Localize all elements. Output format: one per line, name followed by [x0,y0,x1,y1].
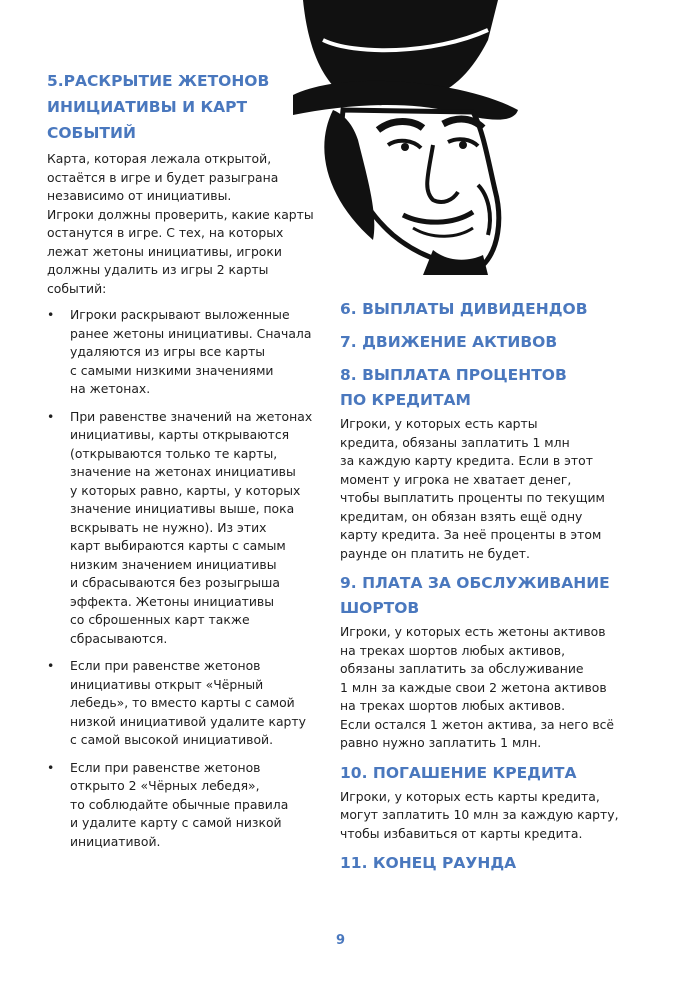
right-column [340,297,640,878]
bullet-icon: • [47,658,55,673]
section-8-text: Игроки, у которых есть карты кредита, обязаны заплатить 1 млн за каждую карту кредита. Если в этот момент у игрока не хватает денег, чтобы выплатить проценты по текущим кредитам, он обязан взять ещё одну карту кредита. За неё проценты в этом раунде он платить не будет. [340,416,605,561]
section-9-heading: 9. ПЛАТА ЗА ОБСЛУЖИВАНИЕ ШОРТОВ [340,574,610,617]
bullet-icon: • [47,307,55,322]
section-11-heading: 11. КОНЕЦ РАУНДА [340,854,517,872]
section-5-intro: Карта, которая лежала открытой, остаётся в игре и будет разыграна независимо от инициативы. Игроки должны проверить, какие карты останутся в игре. С тех, на которых лежат жетоны инициативы, игроки должны удалить из игры 2 карты событий: [47,151,314,296]
section-10-heading: 10. ПОГАШЕНИЕ КРЕДИТА [340,763,577,782]
section-9-text: Игроки, у которых есть жетоны активов на треках шортов любых активов, обязаны заплатить за обслуживание 1 млн за каждые свои 2 жетона активов на треках шортов любых активов. Если остался 1 жетон актива, за него всё равно нужно заплатить 1 млн. [340,624,615,750]
section-5-bullet-list [47,306,315,851]
list-item [47,306,315,399]
man-in-hat-illustration [283,0,523,280]
page-number: 9 [335,933,346,948]
left-column [47,68,315,860]
list-item-text: При равенстве значений на жетонах инициативы, карты открываются (открываются только те карты, значение на жетонах инициативы у которых равно, карты, у которых значение инициативы выше, пока вскрывать не нужно). Из этих карт выбираются карты с самым низким значением инициативы и сбрасываются без розыгрыша эффекта. Жетоны инициативы со сброшенных карт также сбрасываются. [70,408,313,646]
list-item [47,759,315,852]
bullet-icon: • [47,759,55,775]
section-6-heading: 6. ВЫПЛАТЫ ДИВИДЕНДОВ [340,300,588,318]
section-10-text: Игроки, у которых есть карты кредита, могут заплатить 10 млн за каждую карту, чтобы избавиться от карты кредита. [340,788,619,841]
bullet-icon: • [47,408,55,424]
section-8-heading: 8. ВЫПЛАТА ПРОЦЕНТОВ ПО КРЕДИТАМ [340,366,567,409]
list-item [47,408,315,649]
section-5-heading: 5.РАСКРЫТИЕ ЖЕТОНОВ ИНИЦИАТИВЫ И КАРТ СОБЫТИЙ [47,72,270,142]
list-item-text: Игроки раскрывают выложенные ранее жетоны инициативы. Сначала удаляются из игры все карты с самыми низкими значениями на жетонах. [70,307,312,396]
section-7-heading: 7. ДВИЖЕНИЕ АКТИВОВ [340,333,558,351]
list-item [47,657,315,750]
list-item-text: Если при равенстве жетонов инициативы открыт «Чёрный лебедь», то вместо карты с самой низкой инициативой удалите карту с самой высокой инициативой. [70,658,306,747]
list-item-text: Если при равенстве жетонов открыто 2 «Чёрных лебедя», то соблюдайте обычные правила и удалите карту с самой низкой инициативой. [70,759,289,849]
